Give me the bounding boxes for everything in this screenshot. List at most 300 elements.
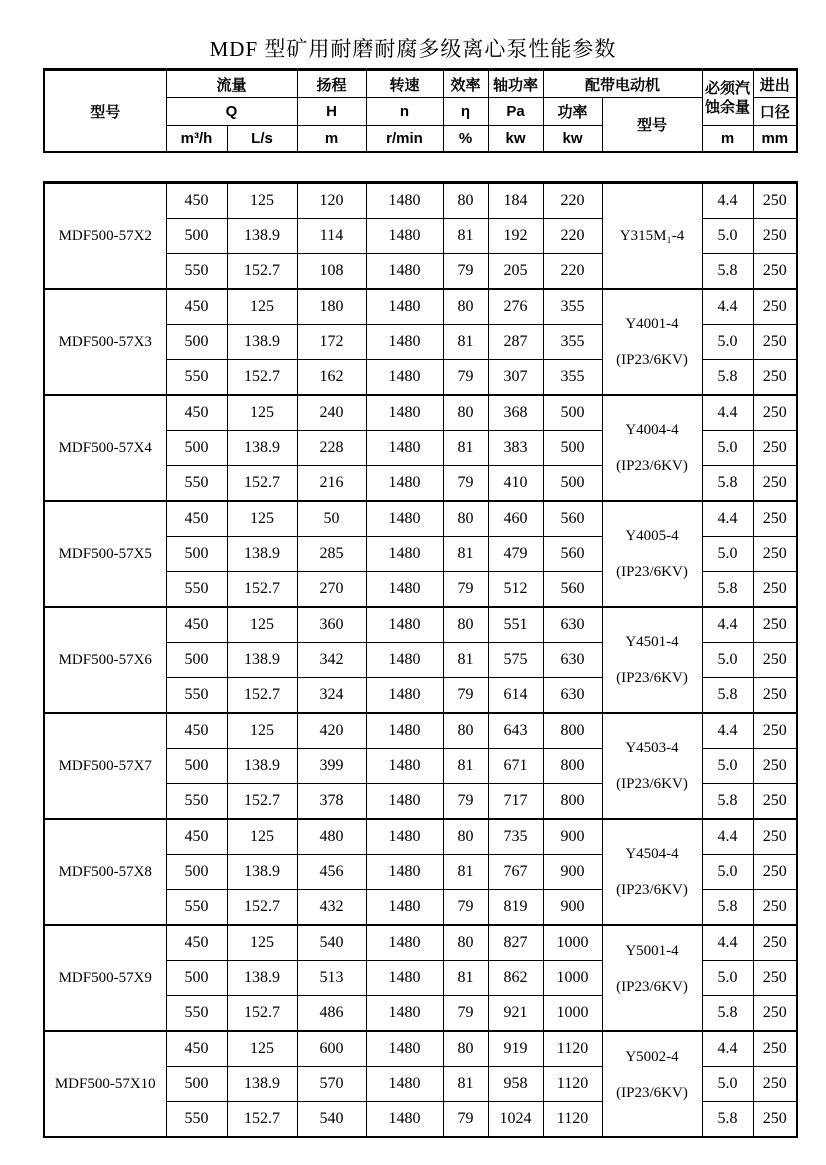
cell-speed: 1480 bbox=[366, 289, 443, 325]
col-header-head: 扬程 bbox=[297, 70, 366, 98]
motor-model-line: Y5002-4 bbox=[625, 1049, 679, 1065]
cell-speed: 1480 bbox=[366, 360, 443, 396]
table-row bbox=[44, 1031, 797, 1067]
cell-port-diameter: 250 bbox=[753, 1102, 797, 1138]
cell-head: 360 bbox=[297, 607, 366, 643]
cell-shaft-power: 614 bbox=[488, 678, 543, 714]
cell-shaft-power: 827 bbox=[488, 925, 543, 961]
cell-npsh: 4.4 bbox=[702, 183, 753, 219]
cell-npsh: 4.4 bbox=[702, 1031, 753, 1067]
cell-efficiency: 81 bbox=[443, 961, 488, 996]
cell-efficiency: 80 bbox=[443, 607, 488, 643]
cell-flow-ls: 125 bbox=[227, 925, 297, 961]
motor-model-line: Y4504-4 bbox=[625, 846, 679, 862]
cell-speed: 1480 bbox=[366, 431, 443, 466]
cell-efficiency: 81 bbox=[443, 643, 488, 678]
cell-speed: 1480 bbox=[366, 890, 443, 926]
cell-flow-m3h: 550 bbox=[166, 466, 227, 502]
cell-shaft-power: 192 bbox=[488, 219, 543, 254]
cell-shaft-power: 551 bbox=[488, 607, 543, 643]
cell-motor-power: 500 bbox=[543, 431, 602, 466]
cell-speed: 1480 bbox=[366, 961, 443, 996]
cell-flow-ls: 125 bbox=[227, 713, 297, 749]
col-header-port-line1: 进出 bbox=[753, 70, 797, 98]
cell-motor-power: 630 bbox=[543, 643, 602, 678]
unit-flow-m3h: m³/h bbox=[166, 126, 227, 153]
cell-port-diameter: 250 bbox=[753, 395, 797, 431]
cell-motor-power: 355 bbox=[543, 360, 602, 396]
cell-port-diameter: 250 bbox=[753, 607, 797, 643]
unit-efficiency: % bbox=[443, 126, 488, 153]
cell-motor-power: 800 bbox=[543, 713, 602, 749]
unit-motor-power: kw bbox=[543, 126, 602, 153]
cell-flow-m3h: 450 bbox=[166, 713, 227, 749]
cell-speed: 1480 bbox=[366, 1031, 443, 1067]
motor-model-line: Y4005-4 bbox=[625, 528, 679, 544]
cell-flow-ls: 138.9 bbox=[227, 1067, 297, 1102]
cell-flow-ls: 152.7 bbox=[227, 890, 297, 926]
cell-shaft-power: 643 bbox=[488, 713, 543, 749]
cell-flow-m3h: 450 bbox=[166, 819, 227, 855]
cell-flow-m3h: 550 bbox=[166, 890, 227, 926]
cell-motor-power: 630 bbox=[543, 678, 602, 714]
cell-port-diameter: 250 bbox=[753, 643, 797, 678]
cell-port-diameter: 250 bbox=[753, 360, 797, 396]
cell-shaft-power: 184 bbox=[488, 183, 543, 219]
cell-head: 570 bbox=[297, 1067, 366, 1102]
col-header-motor-power: 功率 bbox=[543, 98, 602, 126]
cell-speed: 1480 bbox=[366, 572, 443, 608]
cell-efficiency: 79 bbox=[443, 360, 488, 396]
table-row bbox=[44, 819, 797, 855]
cell-motor-power: 630 bbox=[543, 607, 602, 643]
cell-shaft-power: 479 bbox=[488, 537, 543, 572]
cell-head: 456 bbox=[297, 855, 366, 890]
motor-model-line: Y5001-4 bbox=[625, 943, 679, 959]
cell-flow-m3h: 550 bbox=[166, 572, 227, 608]
cell-flow-m3h: 450 bbox=[166, 607, 227, 643]
cell-head: 114 bbox=[297, 219, 366, 254]
cell-efficiency: 81 bbox=[443, 431, 488, 466]
cell-npsh: 5.8 bbox=[702, 572, 753, 608]
cell-npsh: 5.0 bbox=[702, 431, 753, 466]
cell-port-diameter: 250 bbox=[753, 254, 797, 290]
cell-speed: 1480 bbox=[366, 925, 443, 961]
cell-head: 432 bbox=[297, 890, 366, 926]
cell-motor-power: 1120 bbox=[543, 1031, 602, 1067]
cell-motor-power: 560 bbox=[543, 537, 602, 572]
cell-shaft-power: 383 bbox=[488, 431, 543, 466]
cell-flow-ls: 152.7 bbox=[227, 1102, 297, 1138]
cell-head: 324 bbox=[297, 678, 366, 714]
cell-npsh: 5.8 bbox=[702, 360, 753, 396]
motor-model-line: (IP23/6KV) bbox=[616, 564, 688, 580]
cell-speed: 1480 bbox=[366, 219, 443, 254]
motor-model bbox=[602, 607, 702, 713]
col-header-motor-model: 型号 bbox=[602, 98, 702, 153]
table-row bbox=[44, 925, 797, 961]
cell-port-diameter: 250 bbox=[753, 749, 797, 784]
cell-head: 228 bbox=[297, 431, 366, 466]
motor-model bbox=[602, 819, 702, 925]
cell-efficiency: 81 bbox=[443, 749, 488, 784]
cell-motor-power: 1000 bbox=[543, 925, 602, 961]
col-header-speed: 转速 bbox=[366, 70, 443, 98]
cell-flow-m3h: 550 bbox=[166, 360, 227, 396]
col-header-port-line2: 口径 bbox=[753, 98, 797, 126]
cell-motor-power: 900 bbox=[543, 890, 602, 926]
cell-flow-ls: 138.9 bbox=[227, 961, 297, 996]
cell-motor-power: 500 bbox=[543, 395, 602, 431]
cell-flow-m3h: 450 bbox=[166, 289, 227, 325]
table-row bbox=[44, 395, 797, 431]
cell-speed: 1480 bbox=[366, 784, 443, 820]
cell-npsh: 4.4 bbox=[702, 713, 753, 749]
cell-flow-m3h: 450 bbox=[166, 1031, 227, 1067]
cell-efficiency: 79 bbox=[443, 572, 488, 608]
col-header-shaft-power: 轴功率 bbox=[488, 70, 543, 98]
motor-model-line: (IP23/6KV) bbox=[616, 979, 688, 995]
unit-shaft-power: kw bbox=[488, 126, 543, 153]
cell-head: 108 bbox=[297, 254, 366, 290]
cell-port-diameter: 250 bbox=[753, 466, 797, 502]
cell-speed: 1480 bbox=[366, 395, 443, 431]
cell-efficiency: 79 bbox=[443, 890, 488, 926]
unit-speed: r/min bbox=[366, 126, 443, 153]
cell-flow-m3h: 500 bbox=[166, 1067, 227, 1102]
cell-npsh: 4.4 bbox=[702, 819, 753, 855]
cell-motor-power: 1000 bbox=[543, 996, 602, 1032]
unit-head: m bbox=[297, 126, 366, 153]
unit-npsh: m bbox=[702, 126, 753, 153]
cell-motor-power: 800 bbox=[543, 784, 602, 820]
col-header-motor: 配带电动机 bbox=[543, 70, 702, 98]
cell-speed: 1480 bbox=[366, 1067, 443, 1102]
table-row bbox=[44, 607, 797, 643]
pump-model: MDF500-57X6 bbox=[44, 607, 166, 713]
cell-flow-ls: 138.9 bbox=[227, 325, 297, 360]
pump-model: MDF500-57X8 bbox=[44, 819, 166, 925]
cell-npsh: 5.8 bbox=[702, 466, 753, 502]
cell-flow-ls: 138.9 bbox=[227, 537, 297, 572]
cell-shaft-power: 767 bbox=[488, 855, 543, 890]
cell-flow-ls: 125 bbox=[227, 395, 297, 431]
cell-shaft-power: 512 bbox=[488, 572, 543, 608]
cell-npsh: 5.0 bbox=[702, 219, 753, 254]
cell-efficiency: 80 bbox=[443, 289, 488, 325]
npsh-label-line2: 蚀余量 bbox=[705, 99, 751, 116]
cell-flow-m3h: 550 bbox=[166, 996, 227, 1032]
cell-shaft-power: 410 bbox=[488, 466, 543, 502]
cell-efficiency: 81 bbox=[443, 537, 488, 572]
cell-shaft-power: 735 bbox=[488, 819, 543, 855]
cell-flow-m3h: 500 bbox=[166, 855, 227, 890]
cell-npsh: 5.0 bbox=[702, 1067, 753, 1102]
cell-port-diameter: 250 bbox=[753, 855, 797, 890]
cell-flow-m3h: 450 bbox=[166, 925, 227, 961]
cell-npsh: 5.8 bbox=[702, 784, 753, 820]
cell-npsh: 5.0 bbox=[702, 855, 753, 890]
cell-motor-power: 800 bbox=[543, 749, 602, 784]
cell-speed: 1480 bbox=[366, 254, 443, 290]
cell-shaft-power: 819 bbox=[488, 890, 543, 926]
motor-model-line: Y4001-4 bbox=[625, 316, 679, 332]
cell-head: 216 bbox=[297, 466, 366, 502]
cell-head: 540 bbox=[297, 925, 366, 961]
cell-speed: 1480 bbox=[366, 325, 443, 360]
cell-port-diameter: 250 bbox=[753, 1031, 797, 1067]
cell-speed: 1480 bbox=[366, 183, 443, 219]
cell-speed: 1480 bbox=[366, 996, 443, 1032]
cell-shaft-power: 205 bbox=[488, 254, 543, 290]
cell-flow-m3h: 500 bbox=[166, 219, 227, 254]
motor-model bbox=[602, 1031, 702, 1137]
cell-npsh: 5.8 bbox=[702, 254, 753, 290]
cell-head: 420 bbox=[297, 713, 366, 749]
cell-efficiency: 80 bbox=[443, 1031, 488, 1067]
cell-motor-power: 1120 bbox=[543, 1067, 602, 1102]
pump-model: MDF500-57X2 bbox=[44, 183, 166, 290]
cell-npsh: 5.0 bbox=[702, 537, 753, 572]
pump-model: MDF500-57X10 bbox=[44, 1031, 166, 1137]
cell-flow-ls: 125 bbox=[227, 501, 297, 537]
cell-port-diameter: 250 bbox=[753, 713, 797, 749]
cell-flow-ls: 125 bbox=[227, 1031, 297, 1067]
pump-performance-table bbox=[43, 181, 798, 1138]
col-header-flow-symbol: Q bbox=[166, 98, 297, 126]
cell-head: 378 bbox=[297, 784, 366, 820]
cell-head: 162 bbox=[297, 360, 366, 396]
cell-flow-m3h: 500 bbox=[166, 643, 227, 678]
cell-flow-m3h: 450 bbox=[166, 501, 227, 537]
cell-motor-power: 220 bbox=[543, 183, 602, 219]
cell-speed: 1480 bbox=[366, 678, 443, 714]
cell-port-diameter: 250 bbox=[753, 501, 797, 537]
cell-motor-power: 355 bbox=[543, 289, 602, 325]
cell-npsh: 4.4 bbox=[702, 607, 753, 643]
cell-efficiency: 79 bbox=[443, 254, 488, 290]
cell-shaft-power: 276 bbox=[488, 289, 543, 325]
col-header-shaft-power-symbol: Pa bbox=[488, 98, 543, 126]
cell-flow-m3h: 550 bbox=[166, 784, 227, 820]
cell-flow-m3h: 500 bbox=[166, 431, 227, 466]
cell-head: 342 bbox=[297, 643, 366, 678]
cell-npsh: 4.4 bbox=[702, 925, 753, 961]
cell-npsh: 4.4 bbox=[702, 395, 753, 431]
cell-motor-power: 560 bbox=[543, 572, 602, 608]
cell-port-diameter: 250 bbox=[753, 996, 797, 1032]
cell-flow-ls: 152.7 bbox=[227, 678, 297, 714]
motor-model-line: (IP23/6KV) bbox=[616, 776, 688, 792]
cell-motor-power: 900 bbox=[543, 819, 602, 855]
cell-port-diameter: 250 bbox=[753, 183, 797, 219]
cell-npsh: 5.8 bbox=[702, 678, 753, 714]
cell-efficiency: 81 bbox=[443, 219, 488, 254]
motor-model-line: (IP23/6KV) bbox=[616, 458, 688, 474]
npsh-label-line1: 必须汽 bbox=[705, 80, 751, 97]
cell-npsh: 5.8 bbox=[702, 996, 753, 1032]
cell-npsh: 4.4 bbox=[702, 289, 753, 325]
cell-shaft-power: 368 bbox=[488, 395, 543, 431]
cell-efficiency: 81 bbox=[443, 855, 488, 890]
cell-flow-m3h: 450 bbox=[166, 395, 227, 431]
cell-npsh: 5.8 bbox=[702, 890, 753, 926]
unit-port: mm bbox=[753, 126, 797, 153]
col-header-head-symbol: H bbox=[297, 98, 366, 126]
cell-head: 513 bbox=[297, 961, 366, 996]
cell-flow-ls: 152.7 bbox=[227, 572, 297, 608]
col-header-speed-symbol: n bbox=[366, 98, 443, 126]
cell-head: 480 bbox=[297, 819, 366, 855]
cell-flow-m3h: 450 bbox=[166, 183, 227, 219]
cell-shaft-power: 307 bbox=[488, 360, 543, 396]
col-header-flow: 流量 bbox=[166, 70, 297, 98]
cell-shaft-power: 287 bbox=[488, 325, 543, 360]
cell-npsh: 5.0 bbox=[702, 325, 753, 360]
motor-model bbox=[602, 395, 702, 501]
cell-efficiency: 81 bbox=[443, 325, 488, 360]
header-table bbox=[43, 68, 798, 153]
cell-shaft-power: 921 bbox=[488, 996, 543, 1032]
cell-flow-ls: 125 bbox=[227, 289, 297, 325]
cell-flow-ls: 152.7 bbox=[227, 996, 297, 1032]
cell-port-diameter: 250 bbox=[753, 819, 797, 855]
cell-port-diameter: 250 bbox=[753, 325, 797, 360]
cell-speed: 1480 bbox=[366, 713, 443, 749]
cell-port-diameter: 250 bbox=[753, 784, 797, 820]
table-row bbox=[44, 289, 797, 325]
cell-port-diameter: 250 bbox=[753, 678, 797, 714]
cell-flow-m3h: 500 bbox=[166, 537, 227, 572]
cell-flow-ls: 152.7 bbox=[227, 466, 297, 502]
cell-efficiency: 79 bbox=[443, 784, 488, 820]
cell-speed: 1480 bbox=[366, 1102, 443, 1138]
cell-npsh: 5.0 bbox=[702, 749, 753, 784]
cell-efficiency: 79 bbox=[443, 466, 488, 502]
cell-flow-ls: 125 bbox=[227, 819, 297, 855]
col-header-model: 型号 bbox=[44, 70, 166, 153]
cell-flow-ls: 125 bbox=[227, 607, 297, 643]
cell-head: 399 bbox=[297, 749, 366, 784]
cell-efficiency: 79 bbox=[443, 996, 488, 1032]
col-header-efficiency: 效率 bbox=[443, 70, 488, 98]
cell-npsh: 5.8 bbox=[702, 1102, 753, 1138]
cell-shaft-power: 1024 bbox=[488, 1102, 543, 1138]
cell-head: 270 bbox=[297, 572, 366, 608]
motor-model-line: Y315M₁-4 bbox=[619, 228, 685, 244]
cell-motor-power: 220 bbox=[543, 254, 602, 290]
pump-model: MDF500-57X3 bbox=[44, 289, 166, 395]
cell-speed: 1480 bbox=[366, 855, 443, 890]
cell-flow-m3h: 500 bbox=[166, 749, 227, 784]
cell-flow-ls: 125 bbox=[227, 183, 297, 219]
cell-flow-ls: 138.9 bbox=[227, 749, 297, 784]
pump-model: MDF500-57X4 bbox=[44, 395, 166, 501]
cell-npsh: 5.0 bbox=[702, 961, 753, 996]
motor-model-line: (IP23/6KV) bbox=[616, 352, 688, 368]
cell-efficiency: 79 bbox=[443, 678, 488, 714]
cell-shaft-power: 862 bbox=[488, 961, 543, 996]
cell-head: 600 bbox=[297, 1031, 366, 1067]
cell-speed: 1480 bbox=[366, 466, 443, 502]
motor-model-line: (IP23/6KV) bbox=[616, 1085, 688, 1101]
motor-model-line: Y4503-4 bbox=[625, 740, 679, 756]
col-header-npsh bbox=[702, 70, 753, 126]
cell-port-diameter: 250 bbox=[753, 572, 797, 608]
cell-head: 172 bbox=[297, 325, 366, 360]
motor-model bbox=[602, 925, 702, 1031]
cell-port-diameter: 250 bbox=[753, 1067, 797, 1102]
pump-model: MDF500-57X7 bbox=[44, 713, 166, 819]
cell-flow-m3h: 550 bbox=[166, 1102, 227, 1138]
motor-model bbox=[602, 289, 702, 395]
cell-efficiency: 80 bbox=[443, 713, 488, 749]
cell-port-diameter: 250 bbox=[753, 890, 797, 926]
cell-flow-ls: 152.7 bbox=[227, 254, 297, 290]
cell-port-diameter: 250 bbox=[753, 289, 797, 325]
cell-flow-m3h: 550 bbox=[166, 254, 227, 290]
cell-motor-power: 1120 bbox=[543, 1102, 602, 1138]
page-title: MDF 型矿用耐磨耐腐多级离心泵性能参数 bbox=[209, 37, 617, 61]
cell-efficiency: 80 bbox=[443, 925, 488, 961]
cell-shaft-power: 671 bbox=[488, 749, 543, 784]
motor-model-line: Y4501-4 bbox=[625, 634, 679, 650]
cell-npsh: 4.4 bbox=[702, 501, 753, 537]
cell-motor-power: 1000 bbox=[543, 961, 602, 996]
cell-motor-power: 355 bbox=[543, 325, 602, 360]
col-header-efficiency-symbol: η bbox=[443, 98, 488, 126]
cell-efficiency: 80 bbox=[443, 183, 488, 219]
cell-flow-m3h: 500 bbox=[166, 961, 227, 996]
motor-model-line: (IP23/6KV) bbox=[616, 882, 688, 898]
cell-shaft-power: 717 bbox=[488, 784, 543, 820]
cell-speed: 1480 bbox=[366, 749, 443, 784]
cell-efficiency: 80 bbox=[443, 819, 488, 855]
pump-model: MDF500-57X5 bbox=[44, 501, 166, 607]
motor-model bbox=[602, 183, 702, 290]
cell-efficiency: 80 bbox=[443, 395, 488, 431]
cell-motor-power: 560 bbox=[543, 501, 602, 537]
cell-flow-m3h: 550 bbox=[166, 678, 227, 714]
cell-speed: 1480 bbox=[366, 501, 443, 537]
motor-model bbox=[602, 501, 702, 607]
cell-head: 180 bbox=[297, 289, 366, 325]
cell-port-diameter: 250 bbox=[753, 219, 797, 254]
cell-head: 285 bbox=[297, 537, 366, 572]
cell-speed: 1480 bbox=[366, 537, 443, 572]
cell-flow-ls: 138.9 bbox=[227, 219, 297, 254]
cell-efficiency: 81 bbox=[443, 1067, 488, 1102]
cell-port-diameter: 250 bbox=[753, 431, 797, 466]
cell-head: 50 bbox=[297, 501, 366, 537]
cell-head: 120 bbox=[297, 183, 366, 219]
cell-flow-ls: 138.9 bbox=[227, 643, 297, 678]
cell-port-diameter: 250 bbox=[753, 925, 797, 961]
pump-model: MDF500-57X9 bbox=[44, 925, 166, 1031]
cell-motor-power: 500 bbox=[543, 466, 602, 502]
cell-head: 486 bbox=[297, 996, 366, 1032]
cell-npsh: 5.0 bbox=[702, 643, 753, 678]
cell-shaft-power: 460 bbox=[488, 501, 543, 537]
cell-efficiency: 80 bbox=[443, 501, 488, 537]
cell-head: 540 bbox=[297, 1102, 366, 1138]
cell-flow-ls: 138.9 bbox=[227, 855, 297, 890]
unit-flow-ls: L/s bbox=[227, 126, 297, 153]
cell-flow-ls: 152.7 bbox=[227, 360, 297, 396]
table-row bbox=[44, 713, 797, 749]
motor-model-line: Y4004-4 bbox=[625, 422, 679, 438]
cell-head: 240 bbox=[297, 395, 366, 431]
